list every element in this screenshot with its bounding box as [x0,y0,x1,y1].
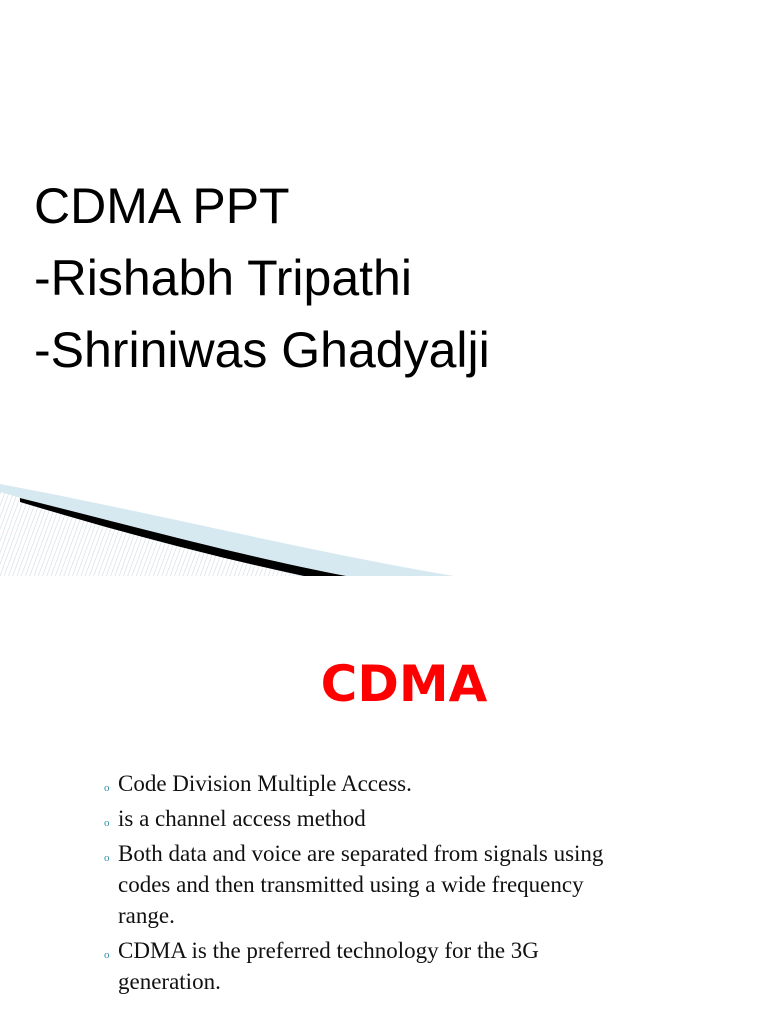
bullet-text: CDMA is the preferred technology for the 3G generation. [118,938,539,994]
bullet-item [104,768,624,799]
bullet-list [104,768,624,1001]
bullet-circle-icon: o [104,782,110,794]
decorative-swoosh [0,470,768,576]
bullet-circle-icon: o [104,852,110,864]
title-slide-title [34,170,490,386]
author-name-2: -Shriniwas Ghadyalji [34,322,490,378]
bullet-text: Both data and voice are separated from signals using codes and then transmitted using a wide frequency range. [118,841,604,928]
author-name-1: -Rishabh Tripathi [34,250,412,306]
bullet-text: Code Division Multiple Access. [118,771,412,796]
bullet-item [104,803,624,834]
bullet-item [104,838,624,931]
slide-heading: CDMA [320,655,488,713]
content-slide [0,576,768,1024]
presentation-title: CDMA PPT [34,178,290,234]
bullet-text: is a channel access method [118,806,366,831]
bullet-circle-icon: o [104,817,110,829]
bullet-item [104,935,624,997]
bullet-circle-icon: o [104,949,110,961]
